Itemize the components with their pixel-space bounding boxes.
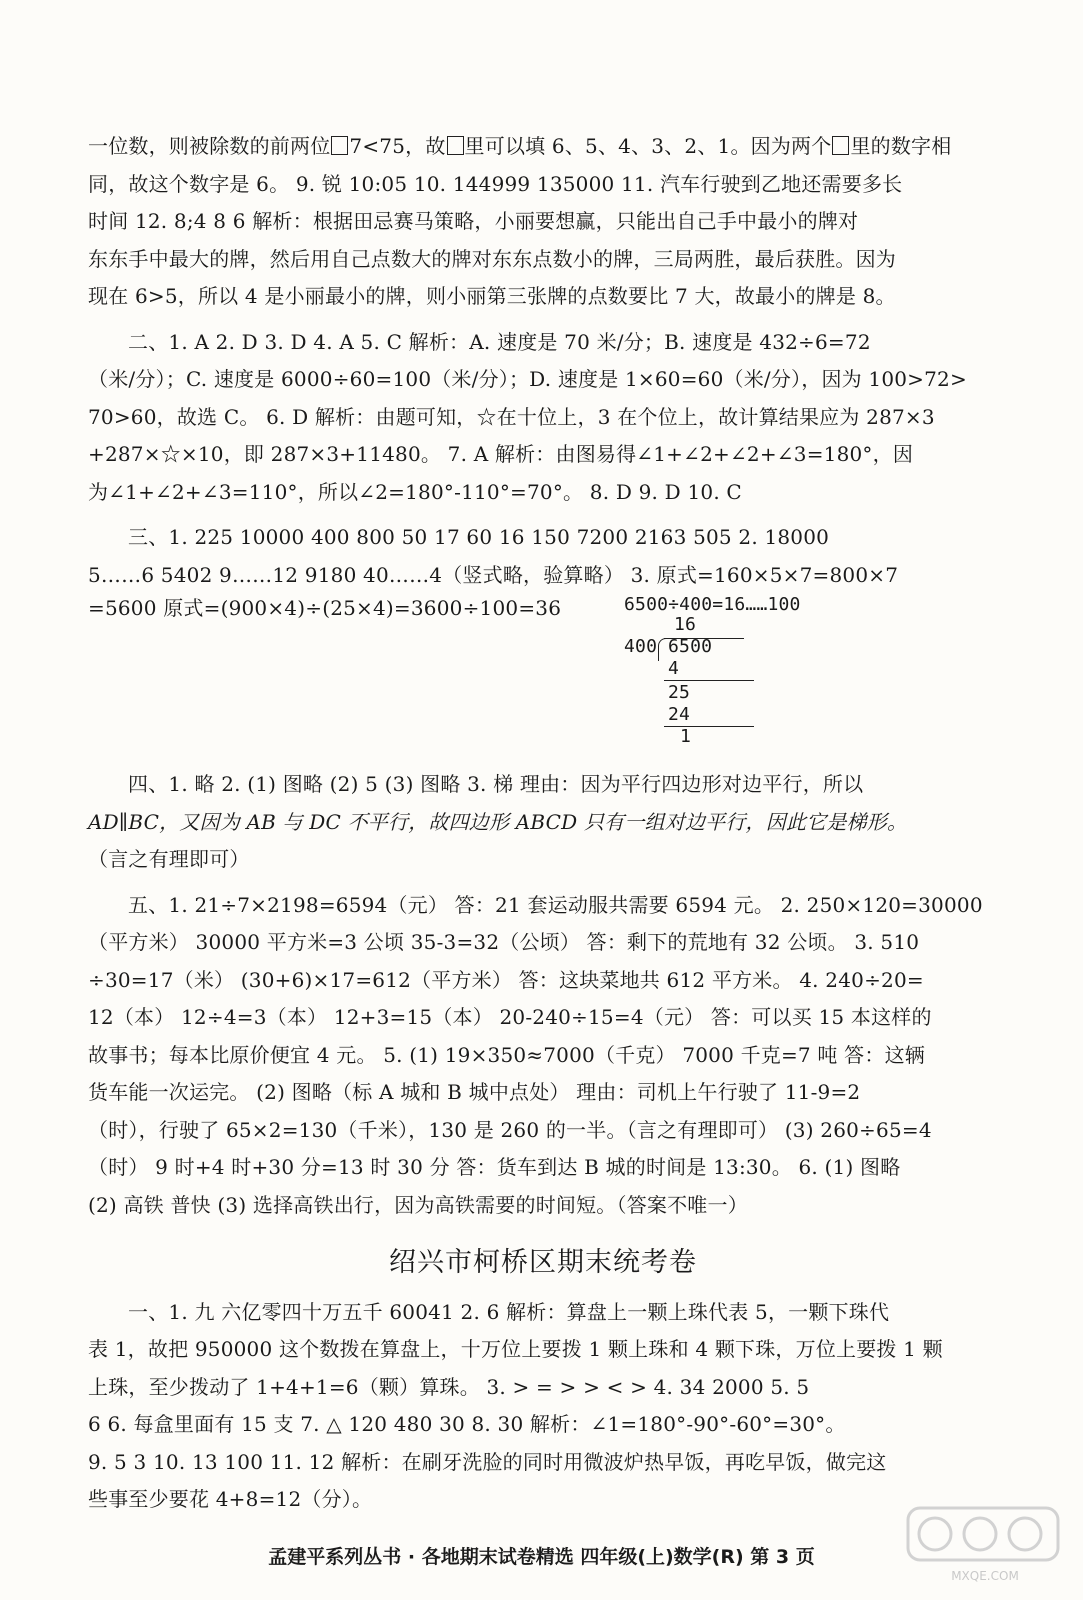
section-3-line: 三、1. 225 10000 400 800 50 17 60 16 150 7200 2163 505 2. 18000 [128, 525, 830, 549]
divisor: 400 [624, 636, 658, 657]
section-3-line: 5……6 5402 9……12 9180 40……4（竖式略，验算略） 3. 原式=160×5×7=800×7 [88, 562, 899, 587]
section-5-line: 货车能一次运完。 (2) 图略（标 A 城和 B 城中点处） 理由：司机上午行驶了 11-9=2 [88, 1080, 861, 1104]
section-2-line: 70>60，故选 C。 6. D 解析：由题可知，☆在十位上，3 在个位上，故计算结果应为 287×3 [88, 404, 935, 429]
section-1b-line: 9. 5 3 10. 13 100 11. 12 解析：在刷牙洗脸的同时用微波炉热早饭，再吃早饭，做完这 [88, 1449, 887, 1474]
text-line: 东东手中最大的牌，然后用自己点数大的牌对东东点数小的牌，三局两胜，最后获胜。因为 [88, 246, 896, 271]
section-2-line: +287×☆×10，即 287×3+11480。 7. A 解析：由图易得∠1+∠2+∠2+∠3=180°，因 [88, 442, 914, 466]
section-2-line: （米/分）；C. 速度是 6000÷60=100（米/分）；D. 速度是 1×60=60（米/分），因为 100>72> [88, 367, 967, 391]
blank-box [447, 136, 464, 155]
answer-text [88, 128, 998, 1519]
blank-box [331, 136, 348, 155]
division-header: 6500÷400=16……100 [624, 594, 801, 615]
section-5-line: （时），行驶了 65×2=130（千米），130 是 260 的一半。（言之有理即可） (3) 260÷65=4 [88, 1117, 932, 1142]
step-value: 4 [668, 658, 680, 679]
dividend: 6500 [668, 636, 713, 657]
section-4-line: AD∥BC，又因为 AB 与 DC 不平行，故四边形 ABCD 只有一组对边平行，因此它是梯形。 [88, 809, 908, 834]
section-3-line: =5600 原式=(900×4)÷(25×4)=3600÷100=36 [88, 596, 562, 620]
text-line: 一位数，则被除数的前两位 7<75，故 里可以填 6、5、4、3、2、1。因为两个 里的数字相 [88, 134, 952, 158]
step-value: 24 [668, 704, 691, 725]
section-4-line: 四、1. 略 2. (1) 图略 (2) 5 (3) 图略 3. 梯 理由：因为平行四边形对边平行，所以 [128, 772, 864, 796]
calculation-block [88, 590, 998, 758]
watermark-text: MXQE.COM [951, 1569, 1019, 1583]
section-5-line: 12（本） 12÷4=3（本） 12+3=15（本） 20-240÷15=4（元） 答：可以买 15 本这样的 [88, 1005, 932, 1029]
section-5-line: 五、1. 21÷7×2198=6594（元） 答：21 套运动服共需要 6594 元。 2. 250×120=30000 [128, 892, 983, 917]
section-1b-line: 些事至少要花 4+8=12（分）。 [88, 1487, 373, 1511]
section-5-line: (2) 高铁 普快 (3) 选择高铁出行，因为高铁需要的时间短。（答案不唯一） [88, 1192, 748, 1217]
section-1b-line: 表 1，故把 950000 这个数拨在算盘上，十万位上要拨 1 颗上珠和 4 颗下珠，万位上要拨 1 颗 [88, 1337, 943, 1361]
text-line: 现在 6>5，所以 4 是小丽最小的牌，则小丽第三张牌的点数要比 7 大，故最小的牌是 8。 [88, 284, 896, 308]
section-title: 绍兴市柯桥区期末统考卷 [389, 1247, 697, 1278]
section-5-line: ÷30=17（米） (30+6)×17=612（平方米） 答：这块菜地共 612 平方米。 4. 240÷20= [88, 967, 924, 992]
watermark-logo [900, 1500, 1070, 1590]
section-5-line: （时） 9 时+4 时+30 分=13 时 30 分 答：货车到达 B 城的时间是 13:30。 6. (1) 图略 [88, 1155, 901, 1179]
section-1b-line: 一、1. 九 六亿零四十万五千 60041 2. 6 解析：算盘上一颗上珠代表 5，一颗下珠代 [128, 1299, 890, 1324]
step-value: 25 [668, 682, 691, 703]
remainder: 1 [680, 726, 692, 747]
section-4-line: （言之有理即可） [88, 847, 250, 871]
section-1b-line: 6 6. 每盒里面有 15 支 7. △ 120 480 30 8. 30 解析：∠1=180°-90°-60°=30°。 [88, 1412, 846, 1436]
step-bar [664, 680, 754, 681]
blank-box [832, 136, 849, 155]
quotient: 16 [674, 614, 697, 635]
page-footer: 孟建平系列丛书 · 各地期末试卷精选 四年级(上)数学(R) 第 3 页 [268, 1546, 815, 1568]
section-2-line: 为∠1+∠2+∠3=110°，所以∠2=180°-110°=70°。 8. D 9. D 10. C [88, 479, 742, 504]
section-5-line: （平方米） 30000 平方米=3 公顷 35-3=32（公顷） 答：剩下的荒地有 32 公顷。 3. 510 [88, 930, 920, 954]
section-2-line: 二、1. A 2. D 3. D 4. A 5. C 解析：A. 速度是 70 米/分；B. 速度是 432÷6=72 [128, 329, 871, 354]
section-1b-line: 上珠，至少拨动了 1+4+1=6（颗）算珠。 3. > = > > < > 4. 34 2000 5. 5 [88, 1374, 810, 1399]
step-bar [664, 726, 754, 727]
text-line: 时间 12. 8;4 8 6 解析：根据田忌赛马策略，小丽要想赢，只能出自己手中最小的牌对 [88, 209, 859, 233]
text-line: 同，故这个数字是 6。 9. 锐 10:05 10. 144999 135000 11. 汽车行驶到乙地还需要多长 [88, 171, 903, 196]
section-5-line: 故事书；每本比原价便宜 4 元。 5. (1) 19×350≈7000（千克） 7000 千克=7 吨 答：这辆 [88, 1042, 925, 1067]
